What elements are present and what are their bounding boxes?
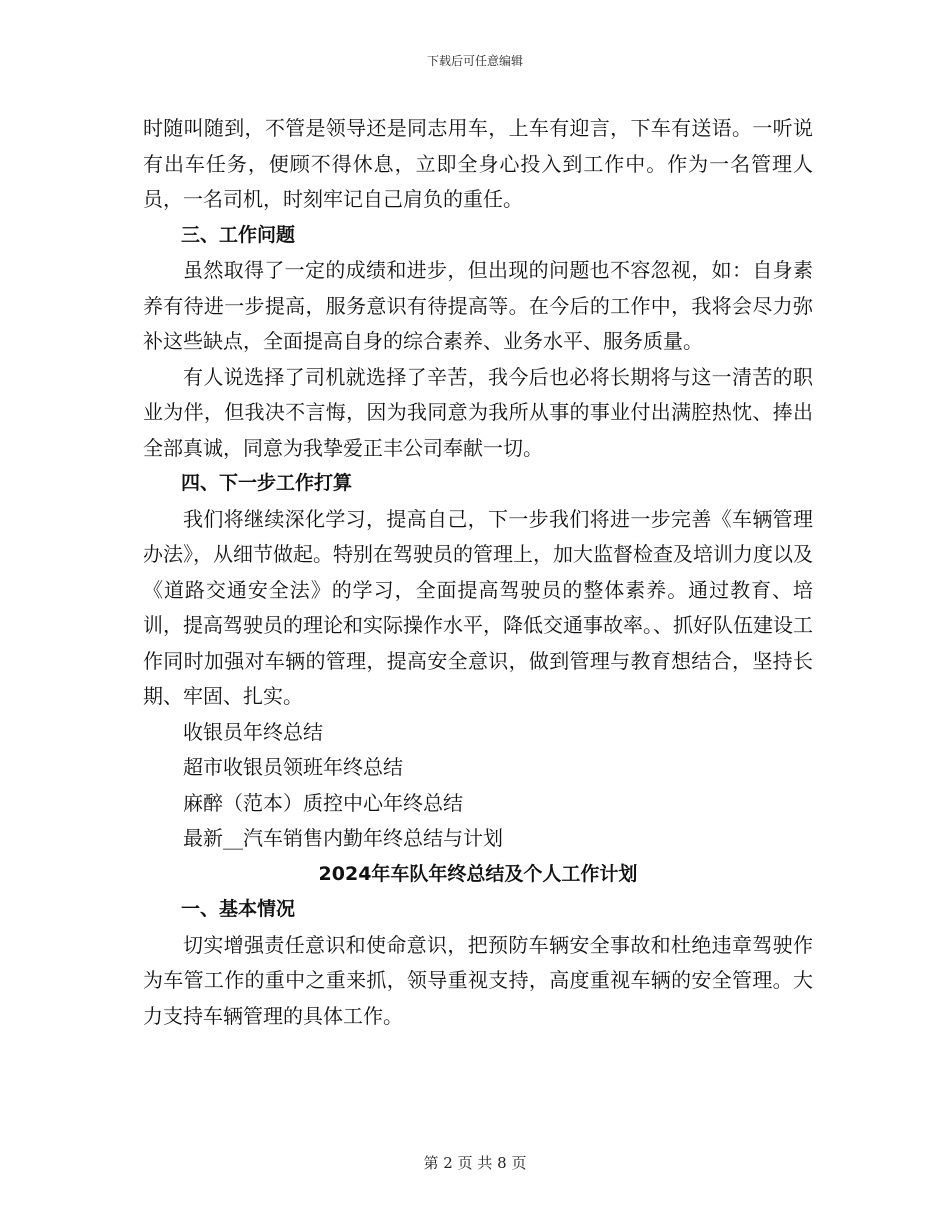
related-link-supermarket-supervisor[interactable]: 超市收银员领班年终总结 <box>183 755 403 779</box>
paragraph-service-attitude: 时随叫随到，不管是领导还是同志用车，上车有迎言，下车有送语。一听说有出车任务，便顾不得休息，立即全身心投入到工作中。作为一名管理人员，一名司机，时刻牢记自己肩负的重任。 <box>143 116 813 211</box>
section-heading-next-steps: 四、下一步工作打算 <box>181 472 353 494</box>
related-link-cashier-summary[interactable]: 收银员年终总结 <box>183 719 323 744</box>
section-heading-work-problems: 三、工作问题 <box>181 223 296 246</box>
paragraph-next-steps: 我们将继续深化学习，提高自己，下一步我们将进一步完善《车辆管理办法》，从细节做起。特别在驾驶员的管理上，加大监督检查及培训力度以及《道路交通安全法》的学习，全面提高驾驶员的整体素养。通过教育、培训，提高驾驶员的理论和实际操作水平，降低交通事故率。、抓好队伍建设工作同时加强对车辆的管理，提高安全意识，做到管理与教育想结合，坚持长期、牢固、扎实。 <box>143 506 813 708</box>
related-link-car-sales[interactable]: 最新__汽车销售内勤年终总结与计划 <box>183 826 503 850</box>
paragraph-basic-situation: 切实增强责任意识和使命意识，把预防车辆安全事故和杜绝违章驾驶作为车管工作的重中之重来抓，领导重视支持，高度重视车辆的安全管理。大力支持车辆管理的具体工作。 <box>143 932 813 1028</box>
paragraph-commitment: 有人说选择了司机就选择了辛苦，我今后也必将长期将与这一清苦的职业为伴，但我决不言悔，因为我同意为我所从事的事业付出满腔热忱、捧出全部真诚，同意为我挚爱正丰公司奉献一切。 <box>143 364 813 460</box>
document-title: 2024年车队年终总结及个人工作计划 <box>318 862 638 885</box>
page-header: 下载后可任意编辑 <box>426 54 523 68</box>
paragraph-problems: 虽然取得了一定的成绩和进步，但出现的问题也不容忽视，如：自身素养有待进一步提高，服务意识有待提高等。在今后的工作中，我将会尽力弥补这些缺点，全面提高自身的综合素养、业务水平、服务质量。 <box>143 258 813 353</box>
page-number: 第 2 页 共 8 页 <box>423 1154 527 1172</box>
section-heading-basic-situation: 一、基本情况 <box>181 898 296 920</box>
related-link-anesthesia-qc[interactable]: 麻醉（范本）质控中心年终总结 <box>183 790 463 815</box>
document-body <box>143 111 813 1034</box>
